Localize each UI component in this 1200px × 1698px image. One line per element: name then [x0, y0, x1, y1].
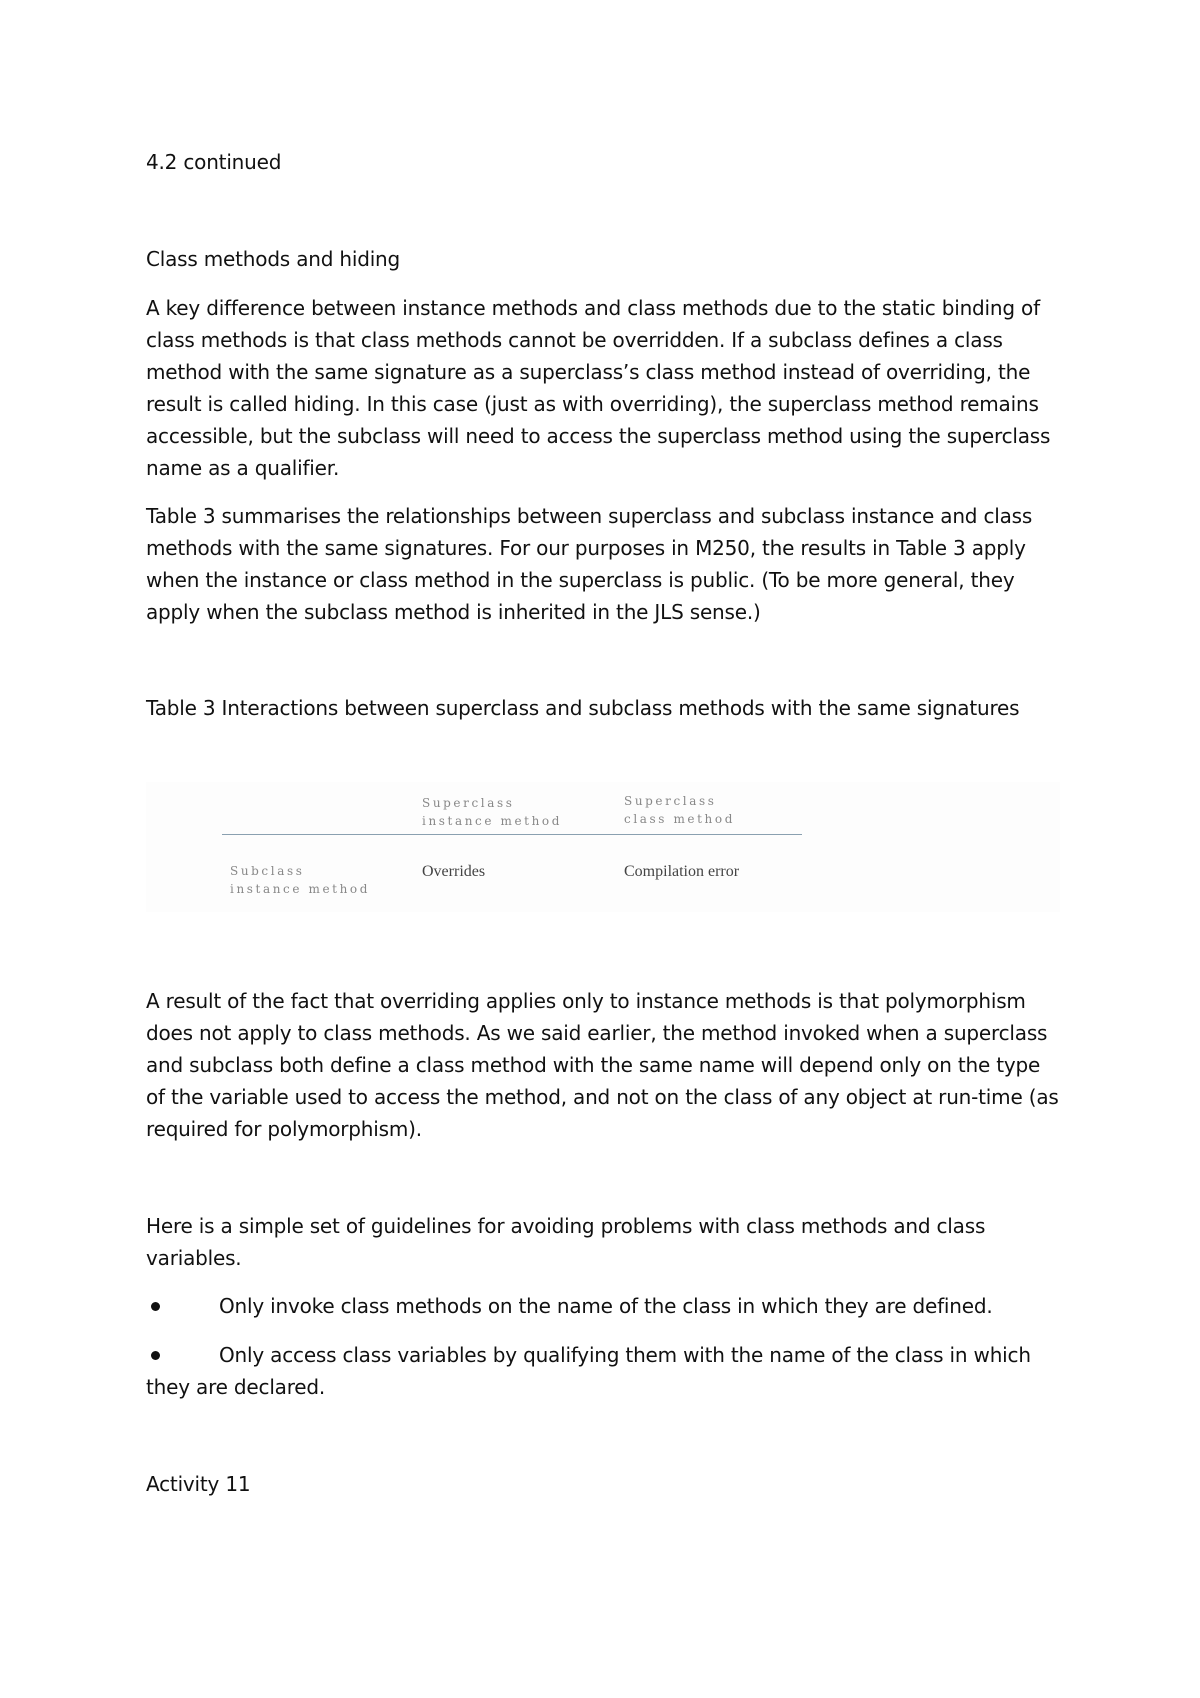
table-cell-compilation-error: Compilation error	[624, 863, 740, 880]
section-title: Class methods and hiding	[146, 247, 401, 271]
paragraph-table-summary: Table 3 summarises the relationships between superclass and subclass instance and class methods with the same signatures. For our purposes in M250, the results in Table 3 apply when the instance or class method in the superclass is public. (To be more general, they apply when the subclass method is inherited in the JLS sense.)	[146, 504, 1033, 624]
table-figure	[146, 782, 1060, 912]
row-header-subclass-instance: Subclass instance method	[230, 864, 371, 896]
bullet-item-1: Only invoke class methods on the name of the class in which they are defined.	[219, 1294, 993, 1318]
paragraph-polymorphism: A result of the fact that overriding applies only to instance methods is that polymorphism does not apply to class methods. As we said earlier, the method invoked when a superclass and subclass both define a class method with the same name will depend only on the type of the variable used to access the method, and not on the class of any object at run-time (as required for polymorphism).	[146, 989, 1059, 1141]
bullet-dot-icon	[151, 1302, 160, 1311]
header-divider-line	[222, 834, 802, 835]
bullet-item-2: Only access class variables by qualifying them with the name of the class in which they are declared.	[146, 1343, 1031, 1399]
column-header-superclass-class: Superclass class method	[624, 794, 735, 826]
column-header-superclass-instance: Superclass instance method	[422, 796, 563, 828]
paragraph-guidelines-intro: Here is a simple set of guidelines for avoiding problems with class methods and class variables.	[146, 1214, 986, 1270]
section-number-heading: 4.2 continued	[146, 150, 282, 174]
table-caption: Table 3 Interactions between superclass and subclass methods with the same signatures	[146, 696, 1020, 720]
table-cell-overrides: Overrides	[422, 863, 486, 880]
activity-heading: Activity 11	[146, 1472, 251, 1496]
paragraph-hiding-explanation: A key difference between instance methods and class methods due to the static binding of class methods is that class methods cannot be overridden. If a subclass defines a class method with the same signature as a superclass’s class method instead of overriding, the result is called hiding. In this case (just as with overriding), the superclass method remains accessible, but the subclass will need to access the superclass method using the superclass name as a qualifier.	[146, 296, 1051, 480]
